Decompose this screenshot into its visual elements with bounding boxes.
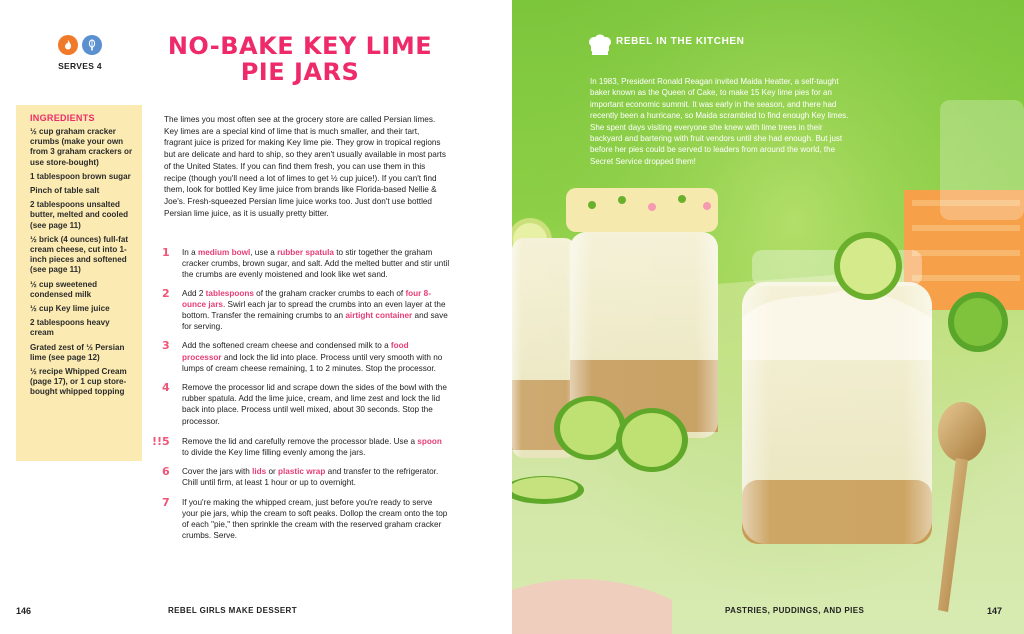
badge-icons (52, 35, 108, 55)
recipe-title (150, 33, 450, 85)
step-2 (156, 288, 450, 333)
step-text: Cover the jars with (182, 467, 253, 477)
step-number: 1 (162, 246, 170, 259)
step-5 (152, 434, 450, 458)
step-number: 7 (162, 495, 170, 509)
step-text: and save for serving. (182, 311, 448, 332)
equipment-highlight: food processor (182, 341, 409, 362)
ingredients-title: INGREDIENTS (30, 113, 95, 123)
step-7 (156, 497, 450, 542)
step-number: 2 (162, 286, 170, 300)
step-text: . Swirl each jar to spread the crumbs into an even layer at the bottom. Transfer the remaining crumbs to an (182, 299, 446, 321)
fire-icon (58, 35, 78, 55)
equipment-highlight: plastic wrap (278, 467, 326, 477)
ingredient-item: 1 tablespoon brown sugar (30, 171, 131, 181)
step-text: to divide the Key lime filling evenly among the jars. (182, 448, 366, 458)
step-text: of the graham cracker crumbs to each of (253, 288, 406, 298)
main-jar (742, 232, 932, 544)
equipment-highlight: airtight container (345, 311, 413, 321)
step-1 (156, 247, 450, 281)
ingredient-item: ½ cup sweetened condensed milk (30, 279, 98, 299)
ingredients-box (16, 105, 142, 461)
step-number: 3 (162, 339, 170, 353)
step-text: or (266, 467, 279, 477)
step-number: 4 (162, 381, 170, 395)
ingredient-item: Grated zest of ½ Persian lime (see page 12) (30, 342, 125, 362)
running-footer-left: REBEL GIRLS MAKE DESSERT (168, 606, 298, 615)
sidebar-title: REBEL IN THE KITCHEN (616, 36, 745, 47)
step-text: Add the softened cream cheese and condensed milk to a (182, 341, 391, 351)
equipment-highlight: four 8-ounce jars (182, 288, 431, 309)
step-6 (156, 466, 450, 488)
step-number-warning: !!5 (152, 434, 170, 448)
whisk-icon (82, 35, 102, 55)
running-footer-right: PASTRIES, PUDDINGS, AND PIES (725, 606, 865, 615)
step-text: Remove the lid and carefully remove the processor blade. Use a (182, 436, 418, 446)
step-text: In a (182, 248, 198, 257)
sidebar-header (616, 36, 745, 47)
step-number: 6 (162, 465, 170, 479)
step-4 (156, 382, 450, 427)
step-text: Remove the processor lid and scrape down the sides of the bowl with the rubber spatula. Add the lime juice, cream, and lime zest and lock the lid back into place. Process until well mixed, about 30 seconds. Stop the processor. (182, 383, 447, 426)
step-text: and transfer to the refrigerator. Chill until firm, at least 1 hour or up to overnight. (182, 467, 439, 488)
sidebar-text: In 1983, President Ronald Reagan invited Maida Heatter, a self-taught baker known as the Queen of Cake, to make 15 Key lime pies for an important economic summit. It was early in the season, and there had recently been a hurricane, so Maida scrambled to find enough Key limes. She spent days visiting everyone she knew with lime trees in their backyard and bartering with fruit vendors until she had enough. But just before her pies could be served to leaders from around the world, the Secret Service dropped them! (590, 77, 849, 166)
recipe-title-line2: PIE JARS (240, 58, 360, 86)
chef-hat-icon (589, 35, 611, 56)
ingredient-item: ½ cup graham cracker crumbs (make your own from 3 graham crackers or use store-bought) (30, 127, 133, 167)
step-text: Add 2 (182, 288, 206, 298)
serves-label: SERVES 4 (58, 61, 102, 71)
step-text: If you're making the whipped cream, just before you're ready to serve your pie jars, whip the cream to soft peaks. Dollop the cream onto the top of each "pie," then sprinkle the cream with the reserved graham cracker crumbs. Serve. (182, 497, 448, 541)
equipment-highlight: tablespoons (205, 288, 254, 298)
right-page (512, 0, 1024, 634)
step-text: , use a (250, 248, 278, 257)
equipment-highlight: rubber spatula (277, 248, 334, 257)
recipe-title-line1: NO-BAKE KEY LIME (167, 32, 433, 60)
ingredient-item: Pinch of table salt (30, 186, 100, 196)
ingredient-item: ½ brick (4 ounces) full-fat cream cheese, cut into 1-inch pieces and softened (see page 11) (30, 234, 129, 275)
ingredient-item: 2 tablespoons heavy cream (30, 318, 110, 338)
step-3 (156, 340, 450, 374)
ingredient-item: 2 tablespoons unsalted butter, melted and cooled (see page 11) (30, 200, 129, 230)
ingredient-item: ½ cup Key lime juice (30, 304, 110, 314)
page-number-left: 146 (16, 606, 32, 616)
steps-list (152, 246, 450, 541)
page-number-right: 147 (987, 606, 1003, 616)
step-text: to stir together the graham cracker crumbs, brown sugar, and salt. Add the melted butter and stir until the crumbs are evenly moistened and look like wet sand. (182, 248, 450, 280)
intro-paragraph: The limes you most often see at the grocery store are called Persian limes. Key limes are a special kind of lime that is much smaller, and their tart, fragrant juice is prized for making Key lime pie. They grow in tropical regions but are delicate and hard to ship, so they aren't usually available in most parts of the United States. If you can find them fresh, you can use them in this recipe (though you'll need a lot of limes to get ½ cup juice!). If you can't find them, look for bottled Key lime juice from brands like Florida-based Nellie & Joe's. Fresh-squeezed Persian lime juice works too. Just don't use bottled Persian lime juice, as it is usually pretty bitter. (164, 115, 446, 218)
equipment-highlight: spoon (417, 436, 442, 446)
ingredient-item: ½ recipe Whipped Cream (page 17), or 1 cup store-bought whipped topping (30, 367, 127, 397)
step-text: and lock the lid into place. Process until very smooth with no lumps of cream cheese remaining, 1 to 2 minutes. Stop the processor. (182, 352, 443, 373)
equipment-highlight: lids (252, 467, 267, 477)
serves-block (52, 35, 108, 71)
equipment-highlight: medium bowl (197, 248, 251, 257)
